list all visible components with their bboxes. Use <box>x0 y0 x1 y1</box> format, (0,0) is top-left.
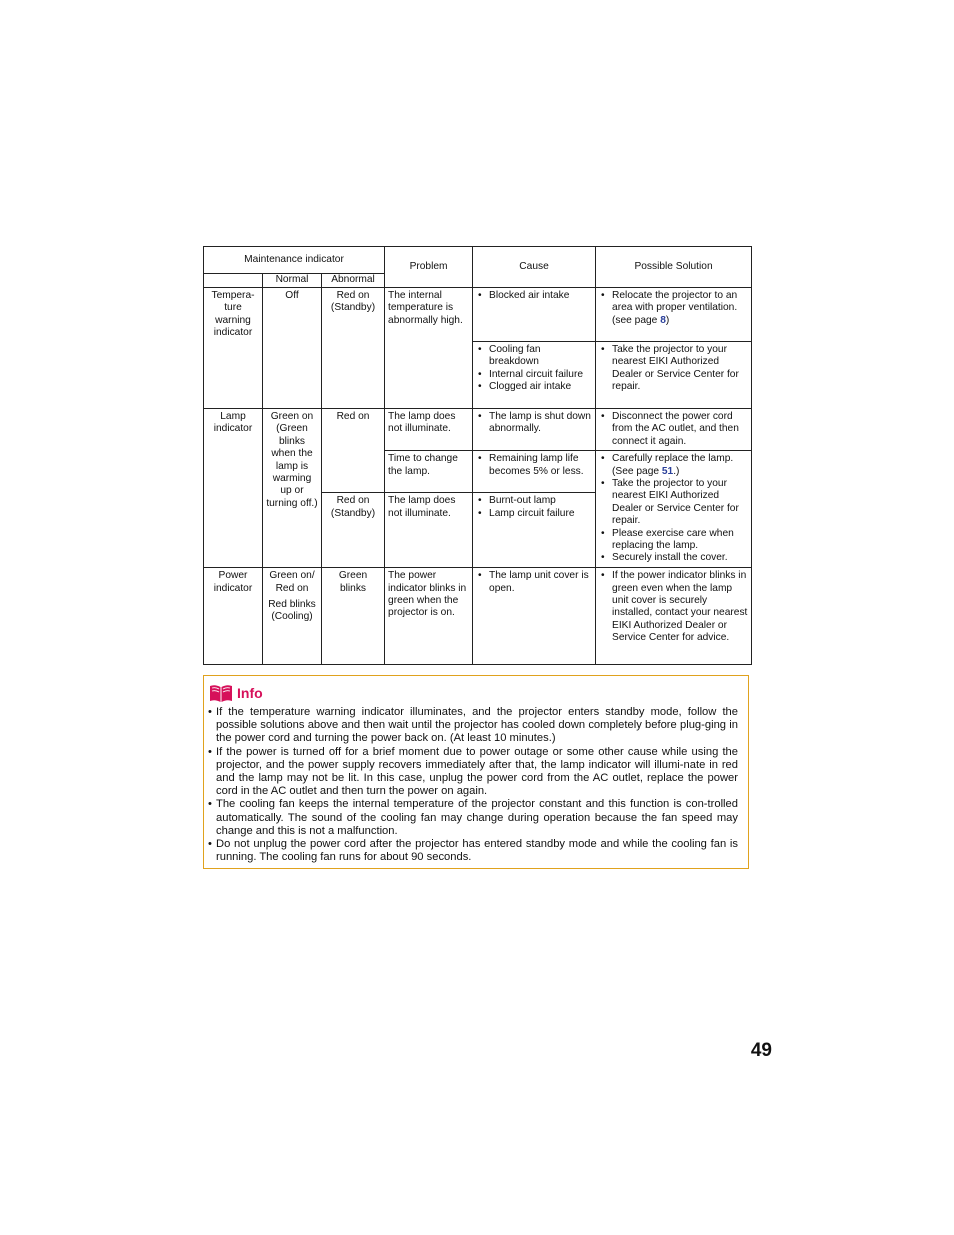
solution-item: • If the power indicator blinks in green even when the lamp unit cover is securely installed, contact your nearest EIKI Authorized Dealer or Service Center for advice. <box>599 570 748 644</box>
power-normal-a: Green on/ Red on <box>269 570 315 594</box>
temp-solution-1 <box>596 288 752 342</box>
solution-item: • Please exercise care when replacing the lamp. <box>599 528 748 553</box>
solution-item: • Securely install the cover. <box>599 552 748 564</box>
cause-item: • The lamp is shut down abnormally. <box>476 411 592 436</box>
cause-item: • Burnt-out lamp <box>476 495 592 507</box>
lamp-solution-1 <box>596 409 752 451</box>
lamp-cause-1 <box>473 409 596 451</box>
lamp-abnormal-3: Red on (Standby) <box>322 493 385 568</box>
lamp-problem-2: Time to change the lamp. <box>385 451 473 493</box>
cause-item: • Blocked air intake <box>476 290 592 302</box>
header-normal: Normal <box>263 274 322 288</box>
info-list <box>208 706 738 864</box>
book-icon <box>209 684 233 703</box>
temp-abnormal: Red on (Standby) <box>322 288 385 409</box>
lamp-cause-3 <box>473 493 596 568</box>
solution-item: • Take the projector to your nearest EIKI Authorized Dealer or Service Center for repair. <box>599 478 748 528</box>
cause-item: • Remaining lamp life becomes 5% or less. <box>476 453 592 478</box>
lamp-normal: Green on (Green blinks when the lamp is warming up or turning off.) <box>263 409 322 568</box>
power-indicator-label: Power indicator <box>204 568 263 665</box>
temp-problem: The internal temperature is abnormally high. <box>385 288 473 409</box>
power-cause <box>473 568 596 665</box>
lamp-problem-3: The lamp does not illuminate. <box>385 493 473 568</box>
header-cause: Cause <box>473 247 596 288</box>
info-item: • If the temperature warning indicator illuminates, and the projector enters standby mode, follow the possible solutions above and then wait until the projector has cooled down completely before plug-ging in the power cord and turning the power back on. (At least 10 minutes.) <box>208 706 738 746</box>
power-problem: The power indicator blinks in green when the projector is on. <box>385 568 473 665</box>
info-item: • If the power is turned off for a brief moment due to power outage or some other cause while using the projector, and the power supply recovers immediately after that, the lamp indicator will illumi-nate in red and the lamp may not be lit. In this case, unplug the power cord from the AC outlet, replace the power cord in the AC outlet and then turn the power on again. <box>208 746 738 799</box>
temp-indicator-label: Tempera-ture warning indicator <box>204 288 263 409</box>
maintenance-table <box>203 246 752 665</box>
cause-item: • The lamp unit cover is open. <box>476 570 592 595</box>
temp-normal: Off <box>263 288 322 409</box>
lamp-indicator-label: Lamp indicator <box>204 409 263 568</box>
page-link[interactable]: 51 <box>661 465 674 477</box>
solution-item: • Relocate the projector to an area with proper ventilation. (see page 8) <box>599 290 748 327</box>
temp-cause-2 <box>473 342 596 409</box>
info-header <box>209 683 263 703</box>
cause-item: • Cooling fan breakdown <box>476 344 592 369</box>
info-item: • Do not unplug the power cord after the projector has entered standby mode and while the cooling fan is running. The cooling fan runs for about 90 seconds. <box>208 838 738 864</box>
header-abnormal: Abnormal <box>322 274 385 288</box>
cause-item: • Lamp circuit failure <box>476 508 592 520</box>
solution-item: • Take the projector to your nearest EIKI Authorized Dealer or Service Center for repair. <box>599 344 748 394</box>
power-normal <box>263 568 322 665</box>
cause-item: • Internal circuit failure <box>476 369 592 381</box>
header-maintenance-indicator: Maintenance indicator <box>204 247 385 274</box>
lamp-solution-2 <box>596 451 752 568</box>
page-number: 49 <box>750 1040 772 1061</box>
info-title: Info <box>237 685 263 701</box>
lamp-cause-2 <box>473 451 596 493</box>
solution-item: • Disconnect the power cord from the AC outlet, and then connect it again. <box>599 411 748 448</box>
lamp-abnormal-1: Red on <box>322 409 385 493</box>
power-normal-b: Red blinks (Cooling) <box>268 599 316 623</box>
solution-item: • Carefully replace the lamp. (See page 51.) <box>599 453 748 478</box>
lamp-problem-1: The lamp does not illuminate. <box>385 409 473 451</box>
temp-cause-1 <box>473 288 596 342</box>
info-box <box>203 675 749 869</box>
header-problem: Problem <box>385 247 473 288</box>
temp-solution-2 <box>596 342 752 409</box>
power-solution <box>596 568 752 665</box>
cause-item: • Clogged air intake <box>476 381 592 393</box>
info-item: • The cooling fan keeps the internal temperature of the projector constant and this function is con-trolled automatically. The sound of the cooling fan may change during operation because the fan speed may change and this is not a malfunction. <box>208 798 738 838</box>
header-possible-solution: Possible Solution <box>596 247 752 288</box>
power-abnormal: Green blinks <box>322 568 385 665</box>
header-blank <box>204 274 263 288</box>
page-link[interactable]: 8 <box>660 314 666 326</box>
